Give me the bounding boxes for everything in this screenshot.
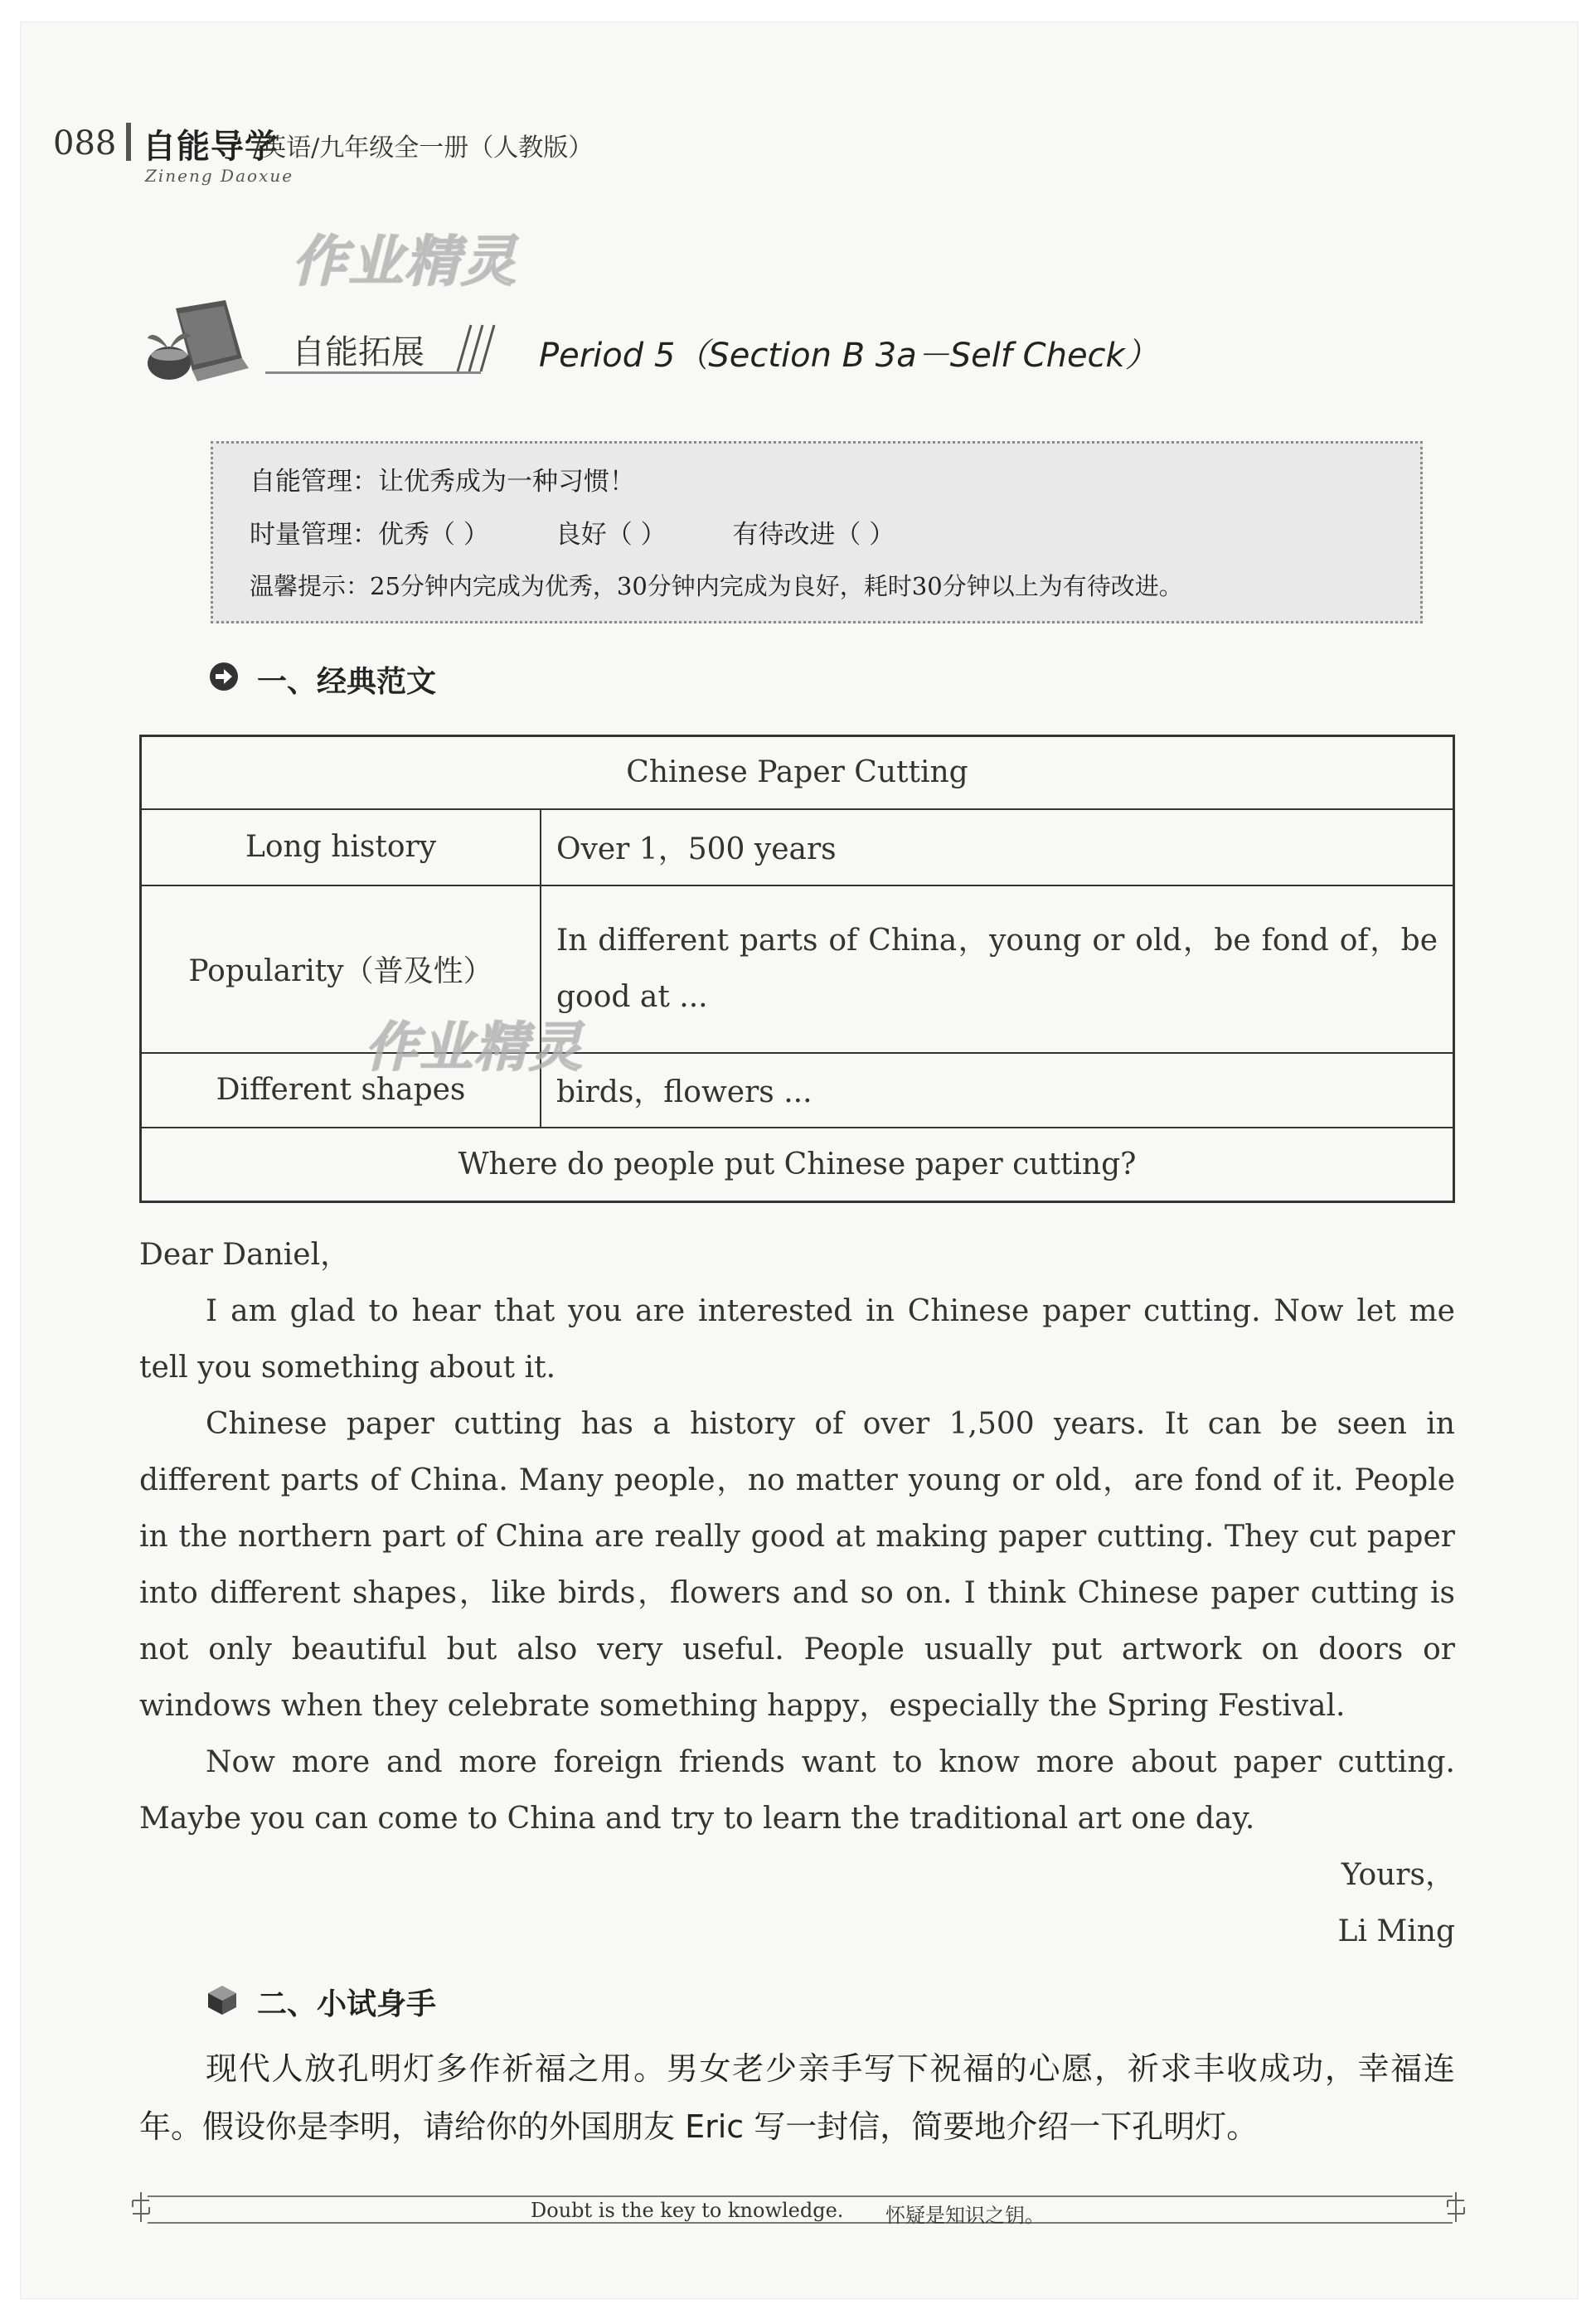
sample-letter: [139, 1227, 1455, 1960]
letter-paragraph-1: I am glad to hear that you are interested in Chinese paper cutting. Now let me tell you something about it.: [139, 1294, 1455, 1385]
rating-excellent: 时量管理：优秀（ ）: [250, 520, 489, 550]
letter-paragraph-2: Chinese paper cutting has a history of over 1,500 years. It can be seen in different parts of China. Many people，no matter young or old，are fond of it. People in the northern part of China are really good at making paper cutting. They cut paper into different shapes，like birds，flowers and so on. I think Chinese paper cutting is not only beautiful but also very useful. People usually put artwork on doors or windows when they celebrate something happy，especially the Spring Festival.: [139, 1407, 1455, 1723]
table-value: birds，flowers ...: [541, 1053, 1454, 1128]
letter-greeting: Dear Daniel，: [139, 1238, 351, 1272]
footer-ornament-right: [1446, 2190, 1467, 2224]
part2-task-text: 现代人放孔明灯多作祈福之用。男女老少亲手写下祝福的心愿，祈求丰收成功，幸福连年。假设你是李明，请给你的外国朋友 Eric 写一封信，简要地介绍一下孔明灯。: [139, 2050, 1455, 2145]
section-title: 自能拓展: [292, 333, 424, 371]
table-footer-question: Where do people put Chinese paper cutting?: [141, 1128, 1454, 1202]
cube-icon: [206, 1983, 239, 2016]
brand-subtitle: /英语/九年级全一册（人教版）: [253, 133, 594, 163]
arrow-circle-icon: [207, 660, 240, 693]
book-plant-icon: [143, 292, 267, 391]
management-tip: 温馨提示：25分钟内完成为优秀，30分钟内完成为良好，耗时30分钟以上为有待改进。: [250, 572, 1183, 600]
period-title: Period 5（Section B 3a－Self Check）: [539, 337, 1158, 375]
table-value: Over 1，500 years: [541, 809, 1454, 885]
letter-closing: Yours，: [1341, 1858, 1455, 1892]
part2-heading: 二、小试身手: [257, 1987, 437, 2021]
watermark-middle: 作业精灵: [365, 1017, 584, 1079]
table-row: [141, 809, 1454, 885]
footer-quote-cn: 怀疑是知识之钥。: [885, 2204, 1045, 2227]
letter-paragraph-3: Now more and more foreign friends want to know more about paper cutting. Maybe you can come to China and try to learn the traditional art one day.: [139, 1745, 1455, 1836]
letter-signature: Li Ming: [1337, 1914, 1455, 1948]
rating-improve: 有待改进（ ）: [732, 520, 895, 550]
table-label: Long history: [141, 809, 541, 885]
table-label: Different shapes: [141, 1053, 541, 1128]
part1-heading: 一、经典范文: [257, 665, 437, 699]
slash-decoration: [454, 322, 504, 375]
table-row: [141, 1053, 1454, 1128]
page-number: 088: [53, 124, 117, 163]
brand-pinyin: Zineng Daoxue: [145, 166, 294, 186]
table-title: Chinese Paper Cutting: [141, 736, 1454, 809]
brand-title: 自能导学: [143, 128, 279, 166]
outline-table: [139, 735, 1455, 1203]
section-underline: [265, 371, 481, 374]
table-value: In different parts of China，young or old，be fond of，be good at ...: [541, 885, 1454, 1053]
time-management: [250, 513, 895, 551]
table-label: Popularity（普及性）: [141, 885, 541, 1053]
rating-good: 良好（ ）: [555, 520, 667, 550]
footer-quote-en: Doubt is the key to knowledge.: [531, 2199, 844, 2222]
management-motto: 自能管理：让优秀成为一种习惯！: [250, 467, 635, 497]
header-divider: [126, 123, 131, 161]
self-management-box: [211, 441, 1423, 623]
table-row: [141, 885, 1454, 1053]
watermark-top: 作业精灵: [292, 230, 517, 294]
